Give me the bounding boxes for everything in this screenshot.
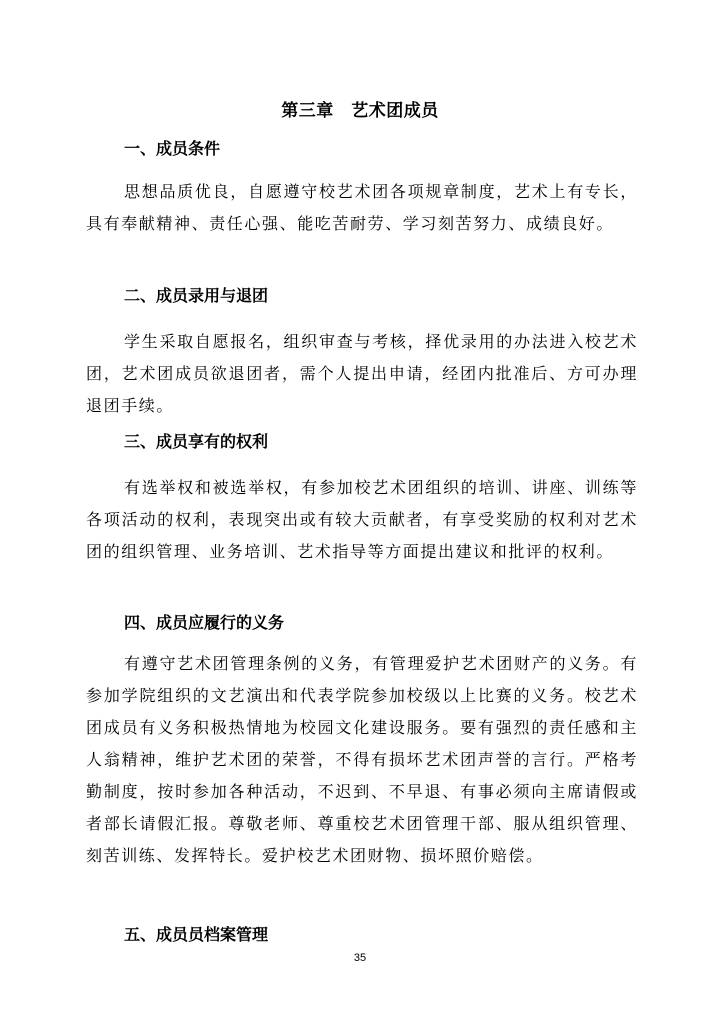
paragraph-member-conditions: 思想品质优良，自愿遵守校艺术团各项规章制度，艺术上有专长，具有奉献精神、责任心强、能吃苦耐劳、学习刻苦努力、成绩良好。 xyxy=(86,182,638,233)
paragraph-member-duties: 有遵守艺术团管理条例的义务，有管理爱护艺术团财产的义务。有参加学院组织的文艺演出和代表学院参加校级以上比赛的义务。校艺术团成员有义务积极热情地为校园文化建设服务。要有强烈的责任感和主人翁精神，维护艺术团的荣誉，不得有损坏艺术团声誉的言行。严格考勤制度，按时参加各种活动，不迟到、不早退、有事必须向主席请假或者部长请假汇报。尊敬老师、尊重校艺术团管理干部、服从组织管理、刻苦训练、发挥特长。爱护校艺术团财物、损坏照价赔偿。 xyxy=(86,654,638,865)
section-heading-member-conditions: 一、成员条件 xyxy=(124,139,221,158)
page-number: 35 xyxy=(353,952,367,964)
paragraph-member-rights: 有选举权和被选举权，有参加校艺术团组织的培训、讲座、训练等各项活动的权利，表现突出或有较大贡献者，有享受奖励的权利对艺术团的组织管理、业务培训、艺术指导等方面提出建议和批评的权利。 xyxy=(86,478,638,561)
section-heading-member-duties: 四、成员应履行的义务 xyxy=(124,613,285,632)
paragraph-recruitment-withdrawal: 学生采取自愿报名，组织审查与考核，择优录用的办法进入校艺术团，艺术团成员欲退团者，需个人提出申请，经团内批准后、方可办理退团手续。 xyxy=(86,332,638,415)
chapter-title: 第三章 艺术团成员 xyxy=(281,101,439,121)
section-heading-recruitment-withdrawal: 二、成员录用与退团 xyxy=(124,286,269,305)
section-heading-member-rights: 三、成员享有的权利 xyxy=(124,432,269,451)
section-heading-member-records: 五、成员员档案管理 xyxy=(124,925,269,944)
